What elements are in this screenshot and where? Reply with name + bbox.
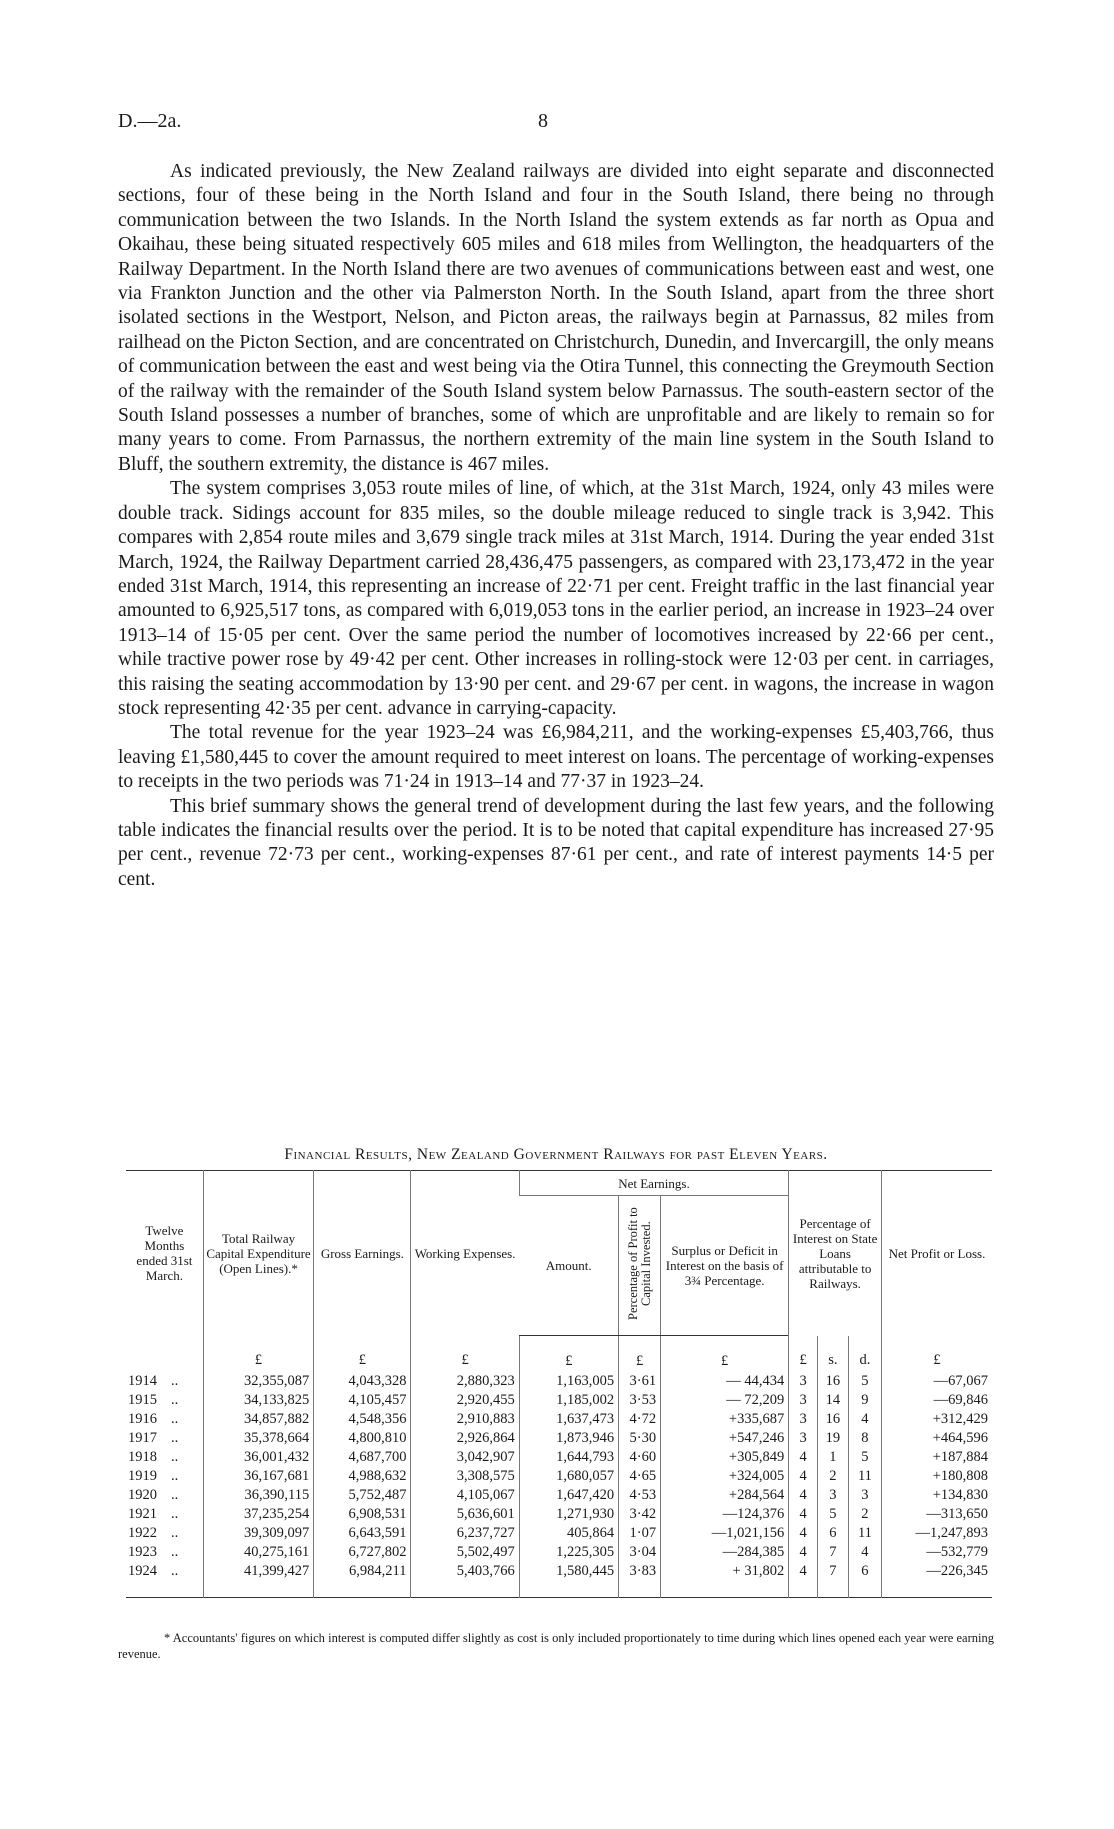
cell-amount: 1,873,946	[519, 1429, 618, 1448]
cell-pence: 8	[848, 1429, 881, 1448]
cell-net: +180,808	[881, 1467, 992, 1486]
cell-working: 5,636,601	[411, 1505, 519, 1524]
cell-pct: 1·07	[619, 1524, 661, 1543]
year-label: 1916	[128, 1411, 157, 1427]
cell-capital: 36,167,681	[203, 1467, 313, 1486]
cell-pounds: 3	[789, 1391, 818, 1410]
cell-surplus: + 31,802	[661, 1562, 789, 1598]
header-year: Twelve Months ended 31st March.	[136, 1223, 193, 1284]
cell-year	[126, 1410, 203, 1429]
paragraph-4: This brief summary shows the general trend of development during the last few years, and the following table indicates the financial results over the period. It is to be noted that capital expenditure has increased 27·95 per cent., revenue 72·73 per cent., working-expenses 87·61 per cent., and rate of interest payments 14·5 per cent.	[118, 795, 994, 890]
cell-gross: 4,687,700	[314, 1448, 411, 1467]
table-row	[126, 1524, 992, 1543]
cell-surplus: +335,687	[661, 1410, 789, 1429]
cell-year	[126, 1505, 203, 1524]
year-label: 1923	[128, 1544, 157, 1560]
cell-gross: 4,043,328	[314, 1372, 411, 1391]
cell-pounds: 4	[789, 1524, 818, 1543]
document-code: D.—2a.	[118, 110, 182, 132]
cell-shillings: 7	[817, 1562, 848, 1598]
cell-year	[126, 1486, 203, 1505]
cell-surplus: +324,005	[661, 1467, 789, 1486]
unit-cell: s.	[817, 1336, 848, 1373]
cell-pounds: 4	[789, 1505, 818, 1524]
table-title: Financial Results, New Zealand Government Railways for past Eleven Years.	[284, 1146, 828, 1163]
cell-year	[126, 1372, 203, 1391]
cell-amount: 1,271,930	[519, 1505, 618, 1524]
cell-pence: 3	[848, 1486, 881, 1505]
cell-shillings: 2	[817, 1467, 848, 1486]
cell-working: 4,105,067	[411, 1486, 519, 1505]
cell-gross: 6,984,211	[314, 1562, 411, 1598]
header-net-earnings: Net Earnings.	[519, 1171, 789, 1196]
cell-working: 3,308,575	[411, 1467, 519, 1486]
cell-working: 2,926,864	[411, 1429, 519, 1448]
page-number: 8	[538, 110, 548, 132]
year-label: 1924	[128, 1563, 157, 1579]
cell-shillings: 3	[817, 1486, 848, 1505]
unit-cell: £	[881, 1336, 992, 1373]
table-row	[126, 1391, 992, 1410]
cell-pct: 3·61	[619, 1372, 661, 1391]
cell-pounds: 4	[789, 1467, 818, 1486]
cell-working: 5,403,766	[411, 1562, 519, 1598]
cell-amount: 1,637,473	[519, 1410, 618, 1429]
cell-gross: 5,752,487	[314, 1486, 411, 1505]
cell-pence: 11	[848, 1467, 881, 1486]
cell-pounds: 4	[789, 1562, 818, 1598]
cell-surplus: +305,849	[661, 1448, 789, 1467]
cell-pct: 3·04	[619, 1543, 661, 1562]
table-row	[126, 1448, 992, 1467]
cell-net: +134,830	[881, 1486, 992, 1505]
cell-surplus: +547,246	[661, 1429, 789, 1448]
unit-cell: £	[619, 1336, 661, 1373]
leader-dots: ..	[171, 1468, 179, 1484]
cell-pct: 3·83	[619, 1562, 661, 1598]
cell-net: —1,247,893	[881, 1524, 992, 1543]
cell-gross: 6,643,591	[314, 1524, 411, 1543]
header-net-profit: Net Profit or Loss.	[881, 1171, 992, 1336]
cell-year	[126, 1543, 203, 1562]
cell-gross: 4,548,356	[314, 1410, 411, 1429]
cell-year	[126, 1562, 203, 1598]
unit-cell: £	[203, 1336, 313, 1373]
unit-cell: £	[314, 1336, 411, 1373]
cell-shillings: 16	[817, 1372, 848, 1391]
unit-cell: d.	[848, 1336, 881, 1373]
cell-year	[126, 1391, 203, 1410]
cell-working: 5,502,497	[411, 1543, 519, 1562]
page-header	[118, 110, 998, 140]
cell-capital: 37,235,254	[203, 1505, 313, 1524]
cell-net: +187,884	[881, 1448, 992, 1467]
header-pct-profit	[619, 1196, 661, 1336]
cell-pounds: 4	[789, 1448, 818, 1467]
cell-amount: 1,647,420	[519, 1486, 618, 1505]
cell-net: —226,345	[881, 1562, 992, 1598]
footnote: * Accountants' figures on which interest is computed differ slightly as cost is only included proportionately to time during which lines opened each year were earning revenue.	[118, 1631, 994, 1661]
units-row	[126, 1336, 992, 1373]
cell-surplus: — 44,434	[661, 1372, 789, 1391]
cell-shillings: 6	[817, 1524, 848, 1543]
cell-pence: 11	[848, 1524, 881, 1543]
cell-working: 2,910,883	[411, 1410, 519, 1429]
cell-pct: 4·72	[619, 1410, 661, 1429]
table-row	[126, 1505, 992, 1524]
cell-shillings: 16	[817, 1410, 848, 1429]
cell-surplus: —284,385	[661, 1543, 789, 1562]
cell-pounds: 3	[789, 1372, 818, 1391]
financial-results-table	[126, 1170, 992, 1598]
cell-net: +312,429	[881, 1410, 992, 1429]
unit-cell: £	[411, 1336, 519, 1373]
leader-dots: ..	[171, 1449, 179, 1465]
header-capital: Total Railway Capital Expenditure (Open Lines).*	[203, 1171, 313, 1336]
leader-dots: ..	[171, 1430, 179, 1446]
year-label: 1922	[128, 1525, 157, 1541]
cell-pct: 4·60	[619, 1448, 661, 1467]
cell-amount: 1,185,002	[519, 1391, 618, 1410]
cell-net: +464,596	[881, 1429, 992, 1448]
cell-surplus: +284,564	[661, 1486, 789, 1505]
cell-gross: 6,727,802	[314, 1543, 411, 1562]
cell-working: 2,880,323	[411, 1372, 519, 1391]
cell-capital: 35,378,664	[203, 1429, 313, 1448]
table-row	[126, 1429, 992, 1448]
leader-dots: ..	[171, 1544, 179, 1560]
cell-pounds: 4	[789, 1543, 818, 1562]
leader-dots: ..	[171, 1487, 179, 1503]
cell-pct: 4·65	[619, 1467, 661, 1486]
cell-capital: 41,399,427	[203, 1562, 313, 1598]
cell-net: —69,846	[881, 1391, 992, 1410]
cell-shillings: 19	[817, 1429, 848, 1448]
cell-year	[126, 1524, 203, 1543]
header-pct-profit-text: Percentage of Profit to Capital Invested.	[625, 1207, 653, 1321]
leader-dots: ..	[171, 1525, 179, 1541]
cell-gross: 4,105,457	[314, 1391, 411, 1410]
cell-pct: 3·42	[619, 1505, 661, 1524]
table-row	[126, 1410, 992, 1429]
cell-amount: 1,225,305	[519, 1543, 618, 1562]
cell-working: 6,237,727	[411, 1524, 519, 1543]
cell-working: 2,920,455	[411, 1391, 519, 1410]
cell-pence: 6	[848, 1562, 881, 1598]
table-row	[126, 1372, 992, 1391]
cell-pence: 5	[848, 1448, 881, 1467]
leader-dots: ..	[171, 1392, 179, 1408]
year-label: 1920	[128, 1487, 157, 1503]
cell-pence: 5	[848, 1372, 881, 1391]
table-row	[126, 1562, 992, 1598]
cell-gross: 4,800,810	[314, 1429, 411, 1448]
cell-pence: 4	[848, 1410, 881, 1429]
leader-dots: ..	[171, 1563, 179, 1579]
cell-surplus: —1,021,156	[661, 1524, 789, 1543]
year-label: 1914	[128, 1373, 157, 1389]
table-row	[126, 1486, 992, 1505]
cell-net: —532,779	[881, 1543, 992, 1562]
cell-pct: 5·30	[619, 1429, 661, 1448]
unit-cell: £	[519, 1336, 618, 1373]
header-working: Working Expenses.	[411, 1171, 519, 1336]
header-amount: Amount.	[519, 1196, 618, 1336]
cell-working: 3,042,907	[411, 1448, 519, 1467]
cell-gross: 6,908,531	[314, 1505, 411, 1524]
cell-pence: 2	[848, 1505, 881, 1524]
cell-surplus: — 72,209	[661, 1391, 789, 1410]
header-surplus: Surplus or Deficit in Interest on the basis of 3¾ Percentage.	[661, 1196, 789, 1336]
cell-amount: 1,680,057	[519, 1467, 618, 1486]
cell-net: —67,067	[881, 1372, 992, 1391]
year-label: 1917	[128, 1430, 157, 1446]
paragraph-1: As indicated previously, the New Zealand railways are divided into eight separate and disconnected sections, four of these being in the North Island and four in the South Island, there being no through communication between the two Islands. In the North Island the system extends as far north as Opua and Okaihau, these being situated respectively 605 miles and 618 miles from Wellington, the headquarters of the Railway Department. In the North Island there are two avenues of communications between east and west, one via Frankton Junction and the other via Palmerston North. In the South Island, apart from the three short isolated sections in the Westport, Nelson, and Picton areas, the railways begin at Parnassus, 82 miles from railhead on the Picton Section, and are concentrated on Christchurch, Dunedin, and Invercargill, the only means of communication between the east and west being via the Otira Tunnel, this connecting the Greymouth Section of the railway with the remainder of the South Island system below Parnassus. The south-eastern sector of the South Island possesses a number of branches, some of which are unprofitable and are likely to remain so for many years to come. From Parnassus, the northern extremity of the main line system in the South Island to Bluff, the southern extremity, the distance is 467 miles.	[118, 161, 994, 475]
cell-capital: 36,001,432	[203, 1448, 313, 1467]
cell-pence: 9	[848, 1391, 881, 1410]
year-label: 1919	[128, 1468, 157, 1484]
cell-capital: 34,857,882	[203, 1410, 313, 1429]
cell-amount: 405,864	[519, 1524, 618, 1543]
unit-cell	[126, 1336, 203, 1373]
cell-surplus: —124,376	[661, 1505, 789, 1524]
table-row	[126, 1543, 992, 1562]
cell-amount: 1,644,793	[519, 1448, 618, 1467]
cell-pounds: 4	[789, 1486, 818, 1505]
year-label: 1915	[128, 1392, 157, 1408]
cell-net: —313,650	[881, 1505, 992, 1524]
paragraph-2: The system comprises 3,053 route miles of line, of which, at the 31st March, 1924, only 43 miles were double track. Sidings account for 835 miles, so the double mileage reduced to single track is 3,942. This compares with 2,854 route miles and 3,679 single track miles at 31st March, 1914. During the year ended 31st March, 1924, the Railway Department carried 28,436,475 passengers, as compared with 23,173,472 in the year ended 31st March, 1914, this representing an increase of 22·71 per cent. Freight traffic in the last financial year amounted to 6,925,517 tons, as compared with 6,019,053 tons in the earlier period, an increase in 1923–24 over 1913–14 of 15·05 per cent. Over the same period the number of locomotives increased by 22·66 per cent., while tractive power rose by 49·42 per cent. Other increases in rolling-stock were 12·03 per cent. in carriages, this raising the seating accommodation by 13·90 per cent. and 29·67 per cent. in wagons, the increase in wagon stock representing 42·35 per cent. advance in carrying-capacity.	[118, 478, 994, 719]
cell-shillings: 14	[817, 1391, 848, 1410]
cell-shillings: 7	[817, 1543, 848, 1562]
year-label: 1921	[128, 1506, 157, 1522]
cell-amount: 1,163,005	[519, 1372, 618, 1391]
cell-shillings: 1	[817, 1448, 848, 1467]
cell-pct: 4·53	[619, 1486, 661, 1505]
table-row	[126, 1467, 992, 1486]
cell-capital: 36,390,115	[203, 1486, 313, 1505]
cell-capital: 39,309,097	[203, 1524, 313, 1543]
body-text	[118, 160, 994, 892]
cell-pct: 3·53	[619, 1391, 661, 1410]
header-pct-interest: Percentage of Interest on State Loans attributable to Railways.	[789, 1171, 882, 1336]
cell-pence: 4	[848, 1543, 881, 1562]
leader-dots: ..	[171, 1506, 179, 1522]
unit-cell: £	[661, 1336, 789, 1373]
cell-pounds: 3	[789, 1410, 818, 1429]
cell-year	[126, 1467, 203, 1486]
cell-capital: 34,133,825	[203, 1391, 313, 1410]
year-label: 1918	[128, 1449, 157, 1465]
table-body	[126, 1336, 992, 1598]
cell-year	[126, 1448, 203, 1467]
cell-gross: 4,988,632	[314, 1467, 411, 1486]
leader-dots: ..	[171, 1373, 179, 1389]
cell-amount: 1,580,445	[519, 1562, 618, 1598]
header-gross: Gross Earnings.	[314, 1171, 411, 1336]
cell-capital: 40,275,161	[203, 1543, 313, 1562]
paragraph-3: The total revenue for the year 1923–24 was £6,984,211, and the working-expenses £5,403,766, thus leaving £1,580,445 to cover the amount required to meet interest on loans. The percentage of working-expenses to receipts in the two periods was 71·24 in 1913–14 and 77·37 in 1923–24.	[118, 722, 994, 793]
unit-cell: £	[789, 1336, 818, 1373]
cell-capital: 32,355,087	[203, 1372, 313, 1391]
cell-year	[126, 1429, 203, 1448]
cell-pounds: 3	[789, 1429, 818, 1448]
cell-shillings: 5	[817, 1505, 848, 1524]
leader-dots: ..	[171, 1411, 179, 1427]
